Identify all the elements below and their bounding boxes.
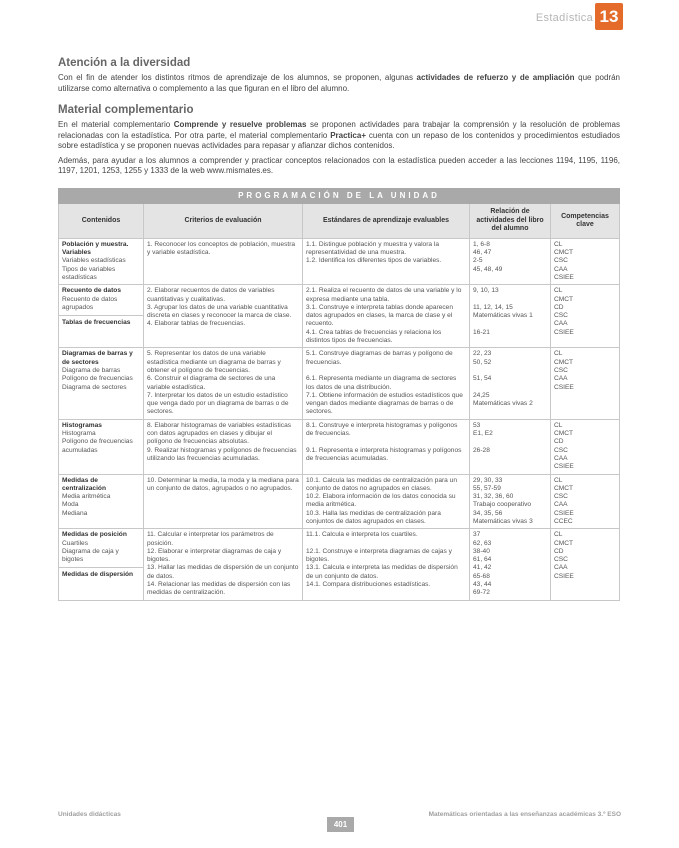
- table-row: [59, 419, 620, 474]
- content-subtitles: Diagrama de barras Polígono de frecuencias Diagrama de sectores: [62, 366, 133, 391]
- cell-competencias: CL CMCT CSC CAA CSIEE: [551, 348, 620, 419]
- content-title: Recuento de datos: [62, 287, 121, 295]
- table-row: [59, 529, 620, 600]
- cell-relacion: 37 62, 63 38-40 61, 64 41, 42 65-68 43, 44 69-72: [470, 529, 551, 600]
- section-label: Estadística: [535, 12, 593, 24]
- cell-contenidos: [59, 285, 144, 348]
- footer-left: Unidades didácticas: [58, 811, 121, 818]
- content-block-2: [59, 567, 143, 579]
- chapter-badge: 13: [595, 3, 623, 30]
- col-header-contenidos: Contenidos: [59, 203, 144, 238]
- cell-estandares: 11.1. Calcula e interpreta los cuartiles. 12.1. Construye e interpreta diagramas de cajas y bigotes. 13.1. Calcula e interpreta las medidas de dispersión de un conjunto de datos. 14.1. Compara distribuciones estadísticas.: [303, 529, 470, 600]
- cell-competencias: CL CMCT CD CSC CAA CSIEE: [551, 285, 620, 348]
- cell-estandares: 5.1. Construye diagramas de barras y polígono de frecuencias. 6.1. Representa mediante un diagrama de sectores los datos de una distribución. 7.1. Obtiene información de estudios estadísticos que vengan dados mediante diagramas de barras o de sectores.: [303, 348, 470, 419]
- cell-contenidos: [59, 348, 144, 419]
- table-row: [59, 285, 620, 348]
- content-title: Medidas de centralización: [62, 476, 106, 492]
- cell-estandares: 1.1. Distingue población y muestra y valora la representatividad de una muestra. 1.2. Identifica los diferentes tipos de variables.: [303, 238, 470, 284]
- material-text-c: se proponen actividades para trabajar la comprensión y la resolución de problemas relacionadas con la estadística. Por otra parte, el material complementario: [58, 120, 620, 140]
- material-paragraph-2: Además, para ayudar a los alumnos a comprender y practicar conceptos relacionados con la estadística pueden acceder a las lecciones 1194, 1195, 1196, 1197, 1201, 1253, 1255 y 1333 de la web www.mismates.es.: [58, 155, 620, 175]
- attention-paragraph: [58, 73, 620, 94]
- cell-estandares: 8.1. Construye e interpreta histogramas y polígonos de frecuencias. 9.1. Representa e interpreta histogramas y polígonos de frecuencias acumuladas.: [303, 419, 470, 474]
- cell-contenidos: [59, 419, 144, 474]
- col-header-criterios: Criterios de evaluación: [144, 203, 303, 238]
- content-title: Población y muestra. Variables: [62, 240, 129, 257]
- material-text-a: En el material complementario: [58, 120, 174, 129]
- content-subtitles: Media aritmética Moda Mediana: [62, 493, 111, 517]
- cell-criterios: 8. Elaborar histogramas de variables estadísticas con datos agrupados en clases y dibujar el polígono de frecuencias absolutas. 9. Realizar histogramas y polígonos de frecuencias utilizando las frecuencias acumuladas.: [144, 419, 303, 474]
- content-title: Diagramas de barras y de sectores: [62, 350, 133, 366]
- cell-competencias: CL CMCT CD CSC CAA CSIEE: [551, 529, 620, 600]
- content-title: Histogramas: [62, 421, 102, 429]
- cell-relacion: 22, 23 50, 52 51, 54 24,25 Matemáticas vivas 2: [470, 348, 551, 419]
- material-text-d: Practica+: [330, 130, 366, 140]
- page-number: 401: [327, 817, 354, 832]
- content-subtitles: Histograma Polígono de frecuencias acumuladas: [62, 430, 133, 454]
- cell-relacion: 9, 10, 13 11, 12, 14, 15 Matemáticas vivas 1 16-21: [470, 285, 551, 348]
- col-header-estandares: Estándares de aprendizaje evaluables: [303, 203, 470, 238]
- table-body: [59, 238, 620, 600]
- content-title: Medidas de posición: [62, 531, 127, 539]
- content-block-2: [59, 315, 143, 327]
- cell-estandares: 2.1. Realiza el recuento de datos de una variable y lo expresa mediante una tabla. 3.1. Construye e interpreta tablas donde aparecen datos agrupados en clases, la marca de clase y el recuento. 4.1. Crea tablas de frecuencias y relaciona los distintos tipos de frecuencias.: [303, 285, 470, 348]
- cell-criterios: 11. Calcular e interpretar los parámetros de posición. 12. Elaborar e interpretar diagramas de caja y bigotes. 13. Hallar las medidas de dispersión de un conjunto de datos. 14. Relacionar las medidas de dispersión con las medidas de centralización.: [144, 529, 303, 600]
- cell-competencias: CL CMCT CSC CAA CSIEE CCEC: [551, 474, 620, 529]
- cell-criterios: 5. Representar los datos de una variable estadística mediante un diagrama de barras y obtener el polígono de frecuencias. 6. Construir el diagrama de sectores de una variable estadística. 7. Interpretar los datos de un estudio estadístico que venga dado por un diagrama de barras o de sectores.: [144, 348, 303, 419]
- material-paragraph-1: [58, 120, 620, 152]
- cell-competencias: CL CMCT CSC CAA CSIEE: [551, 238, 620, 284]
- material-text-e: cuenta con un repaso de los contenidos y procedimientos estudiados sobre estadística y se proponen nuevas actividades para repasar y afianzar dichos contenidos.: [58, 130, 620, 150]
- table-banner: PROGRAMACIÓN DE LA UNIDAD: [59, 188, 620, 203]
- cell-relacion: 29, 30, 33 55, 57-59 31, 32, 36, 60 Trabajo cooperativo 34, 35, 56 Matemáticas vivas 3: [470, 474, 551, 529]
- cell-criterios: 2. Elaborar recuentos de datos de variables cuantitativas y cualitativas. 3. Agrupar los datos de una variable cuantitativa discreta en clases y reconocer la marca de clase. 4. Elaborar tablas de frecuencias.: [144, 285, 303, 348]
- attention-text-bold: actividades de refuerzo y de ampliación: [416, 73, 575, 82]
- material-title: Material complementario: [58, 104, 194, 116]
- cell-relacion: 53 E1, E2 26-28: [470, 419, 551, 474]
- cell-estandares: 10.1. Calcula las medidas de centralización para un conjunto de datos no agrupados en clases. 10.2. Elabora información de los datos conocida su media aritmética. 10.3. Halla las medidas de centralización para conjuntos de datos agrupados en clases.: [303, 474, 470, 529]
- attention-title: Atención a la diversidad: [58, 57, 191, 69]
- page-content: [58, 57, 620, 601]
- footer-right: Matemáticas orientadas a las enseñanzas académicas 3.º ESO: [428, 811, 621, 818]
- attention-text-c: que podrán utilizarse como alternativa o complemento a las que figuran en el libro del alumno.: [58, 73, 621, 93]
- cell-contenidos: [59, 529, 144, 600]
- content-subtitles: Variables estadísticas Tipos de variables estadísticas: [62, 257, 126, 281]
- unit-programming-table: [58, 188, 620, 601]
- cell-contenidos: [59, 238, 144, 284]
- content-subtitles: Recuento de datos agrupados: [62, 295, 118, 311]
- content-title-2: Tablas de frecuencias: [62, 319, 131, 327]
- attention-text-a: Con el fin de atender los distintos ritmos de aprendizaje de los alumnos, se proponen, algunas: [58, 73, 417, 82]
- cell-criterios: 1. Reconocer los conceptos de población, muestra y variable estadística.: [144, 238, 303, 284]
- table-row: [59, 348, 620, 419]
- material-text-b: Comprende y resuelve problemas: [173, 120, 307, 129]
- content-title-2: Medidas de dispersión: [62, 571, 134, 579]
- cell-competencias: CL CMCT CD CSC CAA CSIEE: [551, 419, 620, 474]
- table-row: [59, 474, 620, 529]
- cell-contenidos: [59, 474, 144, 529]
- cell-relacion: 1, 6-8 46, 47 2-5 45, 48, 49: [470, 238, 551, 284]
- cell-criterios: 10. Determinar la media, la moda y la mediana para un conjunto de datos, agrupados o no agrupados.: [144, 474, 303, 529]
- col-header-competencias: Competencias clave: [551, 203, 620, 238]
- table-row: [59, 238, 620, 284]
- content-subtitles: Cuartiles Diagrama de caja y bigotes: [62, 539, 119, 564]
- col-header-relacion: Relación de actividades del libro del alumno: [470, 203, 551, 238]
